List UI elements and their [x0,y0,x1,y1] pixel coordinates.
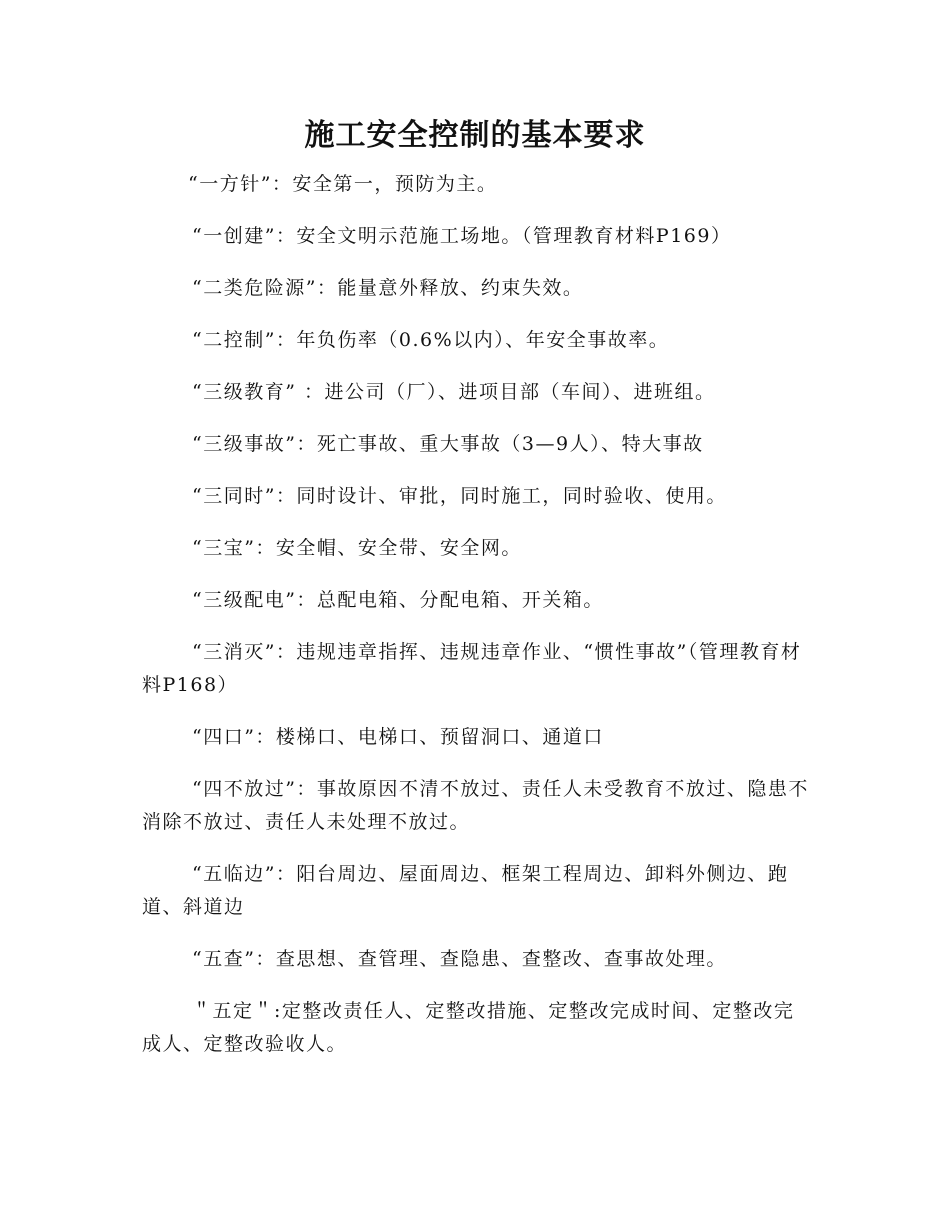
document-title: 施工安全控制的基本要求 [304,118,646,153]
list-item: “三级配电”：总配电箱、分配电箱、开关箱。 [192,589,604,611]
list-item: “五查”：查思想、查管理、查隐患、查整改、查事故处理。 [192,948,727,970]
list-item: “三消灭”：违规违章指挥、违规违章作业、“惯性事故”（管理教育材料P168） [142,641,802,696]
list-item: ＂五定＂:定整改责任人、定整改措施、定整改完成时间、定整改完成人、定整改验收人。 [142,1000,795,1055]
list-item: “三级教育” ：进公司（厂）、进项目部（车间）、进班组。 [192,381,716,403]
list-item: “二类危险源”：能量意外释放、约束失效。 [192,277,584,299]
list-item: “三同时”：同时设计、审批，同时施工，同时验收、使用。 [192,485,727,507]
list-item: “三级事故”：死亡事故、重大事故（3—9人）、特大事故 [192,433,704,455]
list-item: “三宝”：安全帽、安全带、安全网。 [192,537,522,559]
requirements-list [142,168,810,1080]
list-item: “一方针”：安全第一，预防为主。 [188,173,498,195]
list-item: “五临边”：阳台周边、屋面周边、框架工程周边、卸料外侧边、跑道、斜道边 [142,863,789,918]
list-item: “四口”：楼梯口、电梯口、预留洞口、通道口 [192,726,604,748]
list-item: “四不放过”：事故原因不清不放过、责任人未受教育不放过、隐患不消除不放过、责任人未处理不放过。 [142,778,809,833]
list-item: “二控制”：年负伤率（0.6%以内）、年安全事故率。 [192,329,670,351]
list-item: “一创建”：安全文明示范施工场地。（管理教育材料P169） [192,225,732,247]
